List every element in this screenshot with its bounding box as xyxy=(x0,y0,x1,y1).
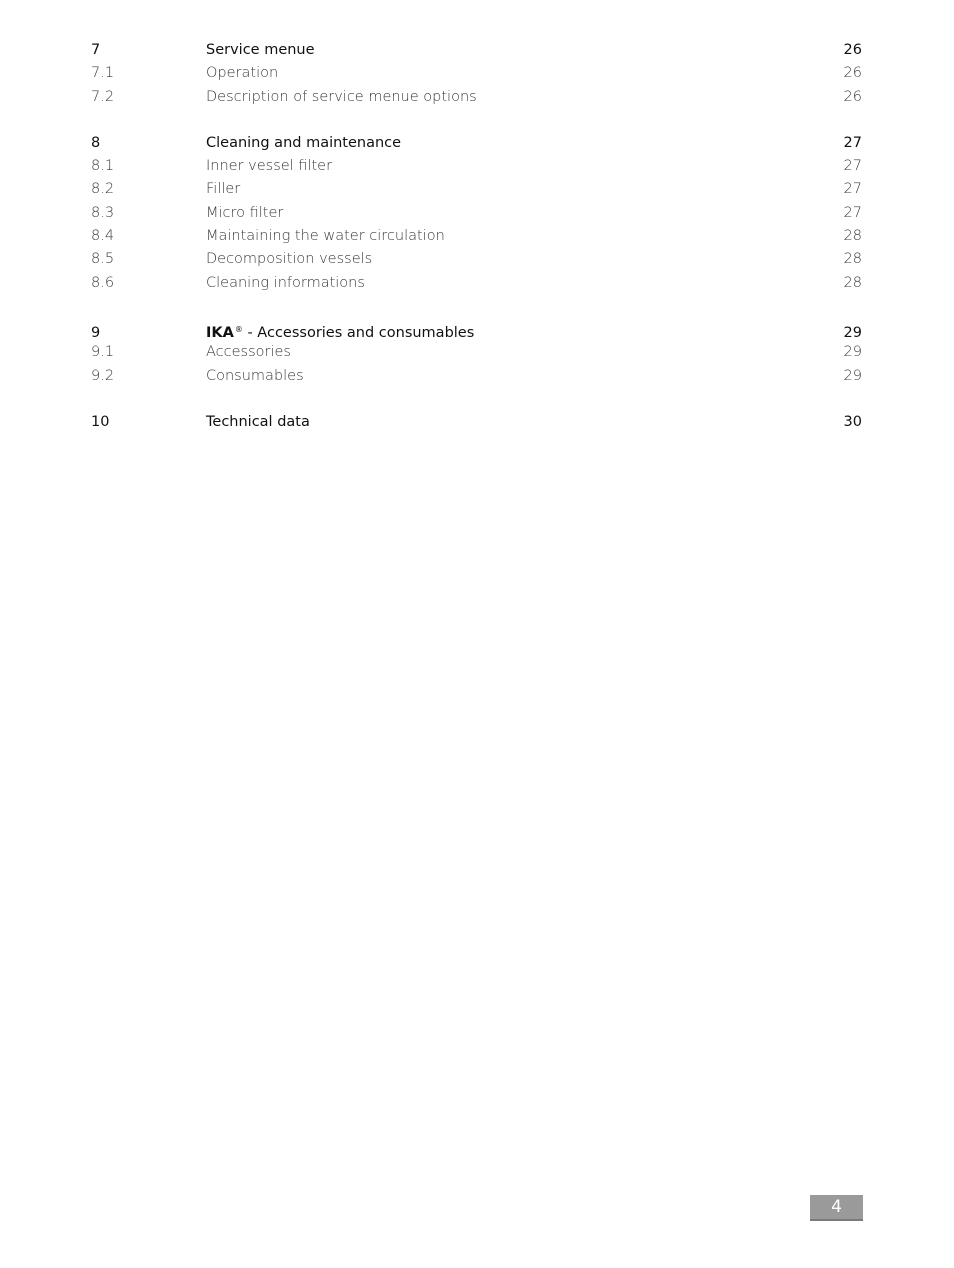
entry-title: Description of service menue options xyxy=(206,88,477,105)
page-number: 26 xyxy=(843,88,862,105)
toc-entry-row[interactable] xyxy=(91,62,862,85)
entry-number: 8.4 xyxy=(91,228,115,245)
entry-title: Decomposition vessels xyxy=(206,251,373,268)
toc-entry-row[interactable] xyxy=(91,248,862,271)
section-title: Technical data xyxy=(206,413,310,430)
entry-number: 8.5 xyxy=(91,251,115,268)
toc-entry-row[interactable] xyxy=(91,86,862,109)
entry-title: Operation xyxy=(206,65,279,82)
page-number: 27 xyxy=(843,181,862,198)
page-number: 26 xyxy=(843,42,862,58)
entry-number: 8.3 xyxy=(91,204,115,221)
toc-section-7 xyxy=(91,39,862,109)
brand-name: IKA xyxy=(206,324,234,341)
entry-number: 8.1 xyxy=(91,158,115,175)
toc-section-8 xyxy=(91,132,862,295)
toc-section-9 xyxy=(91,318,862,388)
page-number: 28 xyxy=(843,274,862,291)
entry-title: Filler xyxy=(206,181,241,198)
toc-heading-row[interactable] xyxy=(91,318,862,341)
entry-title: Accessories xyxy=(206,344,291,361)
section-number: 8 xyxy=(91,134,101,151)
toc-entry-row[interactable] xyxy=(91,272,862,295)
page-number: 29 xyxy=(843,367,862,384)
toc-entry-row[interactable] xyxy=(91,202,862,225)
toc-entry-row[interactable] xyxy=(91,341,862,364)
toc-section-10 xyxy=(91,411,862,434)
entry-title: Consumables xyxy=(206,367,304,384)
toc-heading-row[interactable] xyxy=(91,132,862,155)
entry-number: 9.2 xyxy=(91,367,115,384)
entry-title: Cleaning informations xyxy=(206,274,365,291)
entry-number: 7.1 xyxy=(91,65,115,82)
section-title: Service menue xyxy=(206,42,315,58)
toc-heading-row[interactable] xyxy=(91,39,862,62)
toc-entry-row[interactable] xyxy=(91,365,862,388)
entry-number: 9.1 xyxy=(91,344,115,361)
entry-title: Maintaining the water circulation xyxy=(206,228,445,245)
page-number-badge: 4 xyxy=(810,1195,863,1221)
page-number: 27 xyxy=(843,204,862,221)
section-number: 7 xyxy=(91,42,101,58)
entry-number: 7.2 xyxy=(91,88,115,105)
page-number: 27 xyxy=(843,134,862,151)
toc-entry-row[interactable] xyxy=(91,155,862,178)
page-number: 29 xyxy=(843,324,862,341)
page-number: 29 xyxy=(843,344,862,361)
entry-number: 8.2 xyxy=(91,181,115,198)
registered-mark: ® xyxy=(234,324,243,334)
table-of-contents xyxy=(91,39,862,457)
toc-heading-row[interactable] xyxy=(91,411,862,434)
page-number: 26 xyxy=(843,65,862,82)
page-number: 27 xyxy=(843,158,862,175)
section-title-text: - Accessories and consumables xyxy=(242,324,475,341)
page-number: 30 xyxy=(843,413,862,430)
entry-title: Inner vessel filter xyxy=(206,158,333,175)
toc-entry-row[interactable] xyxy=(91,178,862,201)
page-number: 28 xyxy=(843,251,862,268)
entry-number: 8.6 xyxy=(91,274,115,291)
toc-entry-row[interactable] xyxy=(91,225,862,248)
section-title: Cleaning and maintenance xyxy=(206,134,402,151)
section-number: 9 xyxy=(91,324,101,341)
section-number: 10 xyxy=(91,413,110,430)
page-number: 28 xyxy=(843,228,862,245)
entry-title: Micro filter xyxy=(206,204,284,221)
